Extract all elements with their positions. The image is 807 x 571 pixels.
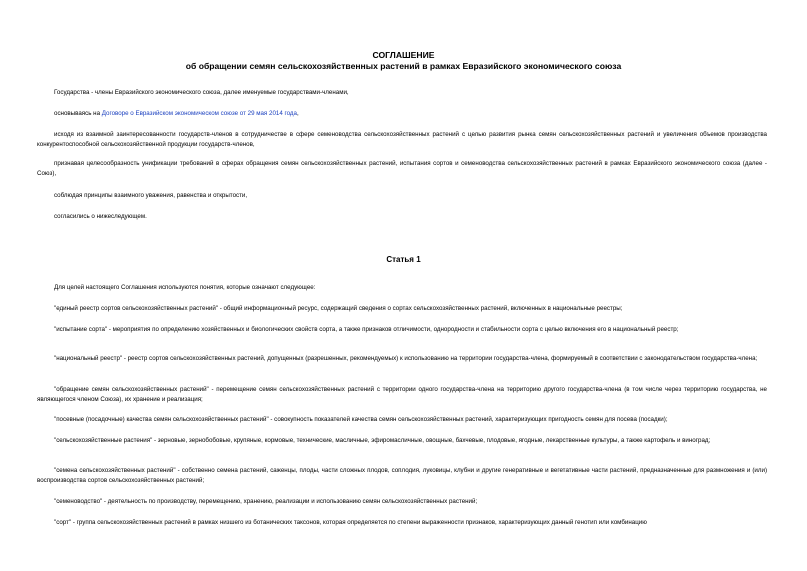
- definition-item: "посевные (посадочные) качества семян сельскохозяйственных растений" - совокупность показателей качества семян сельскохозяйственных растений, характеризующих пригодность семян для посева (посадки);: [54, 416, 668, 423]
- preamble-paragraph-3: исходя из взаимной заинтересованности государств-членов в сотрудничестве в сфере семеноводства сельскохозяйственных растений с целью развития рынка семян сельскохозяйственных растений и увеличения объемов производства конкурентоспособной сельскохозяйственной продукции государств-членов,: [37, 131, 767, 148]
- preamble-paragraph-2: основываясь на Договоре о Евразийском экономическом союзе от 29 мая 2014 года,: [54, 110, 299, 117]
- article-heading: Статья 1: [386, 255, 421, 264]
- definition-item: "национальный реестр" - реестр сортов сельскохозяйственных растений, допущенных (разрешенных, рекомендуемых) к использованию на территории государства-члена, формируемый в соответствии с законодательством государства-члена;: [54, 355, 758, 362]
- definition-item: "испытание сорта" - мероприятия по определению хозяйственных и биологических свойств сорта, а также признаков отличимости, однородности и стабильности сорта с целью включения его в национальный реестр;: [54, 326, 679, 333]
- definition-item: "семеноводство" - деятельность по производству, перемещению, хранению, реализации и использованию семян сельскохозяйственных растений;: [54, 498, 478, 505]
- preamble-paragraph-6: согласились о нижеследующем.: [54, 213, 147, 220]
- definition-item: "обращение семян сельскохозяйственных растений" - перемещение семян сельскохозяйственных растений с территории одного государства-члена на территорию другого государства-члена (в том числе через территорию государства, не являющегося членом Союза), их хранение и реализация;: [37, 386, 767, 403]
- document-subtitle: об обращении семян сельскохозяйственных растений в рамках Евразийского экономического союза: [185, 61, 622, 71]
- definition-item: "сорт" - группа сельскохозяйственных растений в рамках низшего из ботанических таксонов, которая определяется по степени выраженности признаков, характеризующих данный генотип или комбинацию: [54, 519, 647, 526]
- definition-item: "семена сельскохозяйственных растений" - собственно семена растений, саженцы, плоды, части сложных плодов, соплодия, луковицы, клубни и другие генеративные и вегетативные части растений, предназначенные для размножения и (или) воспроизводства сортов сельскохозяйственных растений;: [37, 467, 767, 484]
- preamble-paragraph-1: Государства - члены Евразийского экономического союза, далее именуемые государствами-членами,: [54, 89, 349, 96]
- definition-item: "единый реестр сортов сельскохозяйственных растений" - общий информационный ресурс, содержащий сведения о сортах сельскохозяйственных растений, включенных в национальные реестры;: [54, 305, 623, 312]
- document-title: СОГЛАШЕНИЕ: [372, 50, 435, 60]
- article-intro: Для целей настоящего Соглашения используются понятия, которые означают следующее:: [54, 284, 316, 291]
- preamble-paragraph-4: признавая целесообразность унификации требований в сферах обращения семян сельскохозяйственных растений, испытания сортов и семеноводства сельскохозяйственных растений в рамках Евразийского экономического союза (далее - Союз),: [37, 160, 767, 177]
- treaty-link[interactable]: Договоре о Евразийском экономическом союзе от 29 мая 2014 года: [101, 110, 297, 117]
- definition-item: "сельскохозяйственные растения" - зерновые, зернобобовые, крупяные, кормовые, технические, масличные, эфиромасличные, овощные, бахчевые, плодовые, ягодные, лекарственные культуры, а также картофель и виноград;: [54, 437, 711, 444]
- preamble-paragraph-5: соблюдая принципы взаимного уважения, равенства и открытости,: [54, 192, 248, 199]
